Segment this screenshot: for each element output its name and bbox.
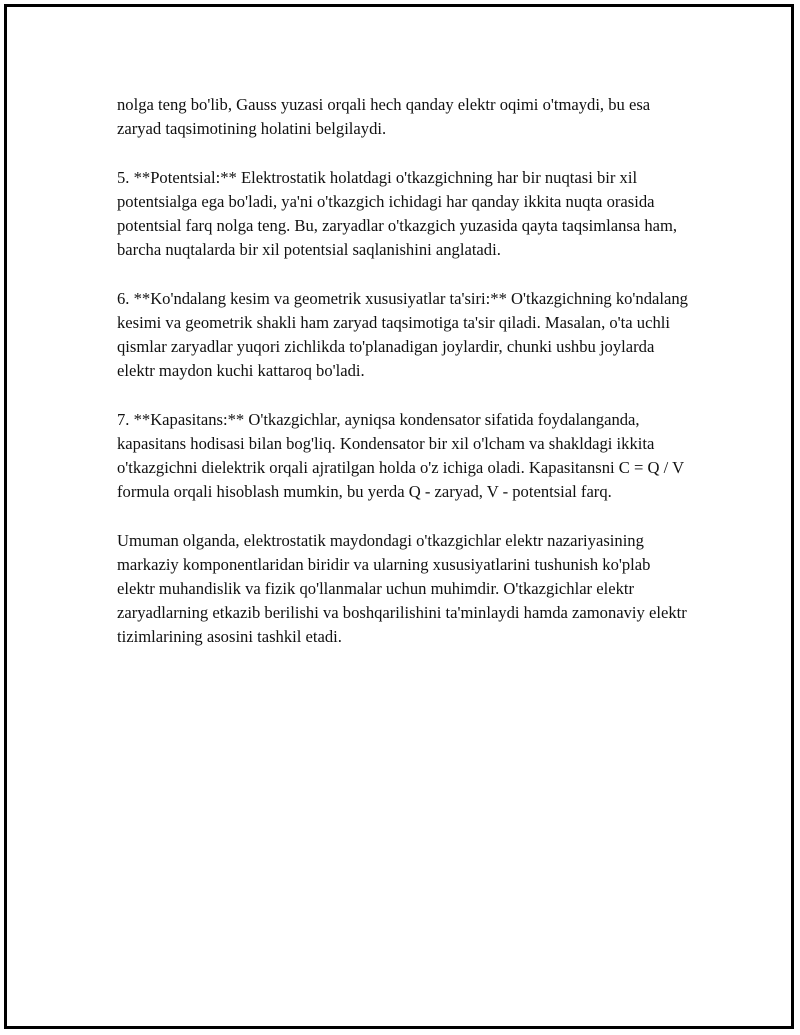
- paragraph-gauss-continuation: nolga teng bo'lib, Gauss yuzasi orqali hech qanday elektr oqimi o'tmaydi, bu esa zaryad taqsimotining holatini belgilaydi.: [117, 95, 651, 139]
- paragraph-potential: 5. **Potentsial:** Elektrostatik holatdagi o'tkazgichning har bir nuqtasi bir xil potentsialga ega bo'ladi, ya'ni o'tkazgich ichidagi har qanday ikkita nuqta orasida potentsial farq nolga teng. Bu, zaryadlar o'tkazgich yuzasida qayta taqsimlansa ham, barcha nuqtalarda bir xil potentsial saqlanishini anglatadi.: [117, 167, 678, 260]
- paragraph-capacitance: 7. **Kapasitans:** O'tkazgichlar, ayniqsa kondensator sifatida foydalanganda, kapasitans hodisasi bilan bog'liq. Kondensator bir xil o'lcham va shakldagi ikkita o'tkazgichni dielektrik orqali ajratilgan holda o'z ichiga oladi. Kapasitansni C = Q / V formula orqali hisoblash mumkin, bu yerda Q - zaryad, V - potentsial farq.: [117, 409, 684, 502]
- paragraph-conclusion: Umuman olganda, elektrostatik maydondagi o'tkazgichlar elektr nazariyasining markaziy komponentlaridan biridir va ularning xususiyatlarini tushunish ko'plab elektr muhandislik va fizik qo'llanmalar uchun muhimdir. O'tkazgichlar elektr zaryadlarning etkazib berilishi va boshqarilishini ta'minlaydi hamda zamonaviy elektr tizimlarining asosini tashkil etadi.: [117, 530, 687, 647]
- document-body: [117, 93, 692, 674]
- paragraph-cross-section: 6. **Ko'ndalang kesim va geometrik xususiyatlar ta'siri:** O'tkazgichning ko'ndalang kesimi va geometrik shakli ham zaryad taqsimotiga ta'sir qiladi. Masalan, o'ta uchli qismlar zaryadlar yuqori zichlikda to'planadigan joylardir, chunki ushbu joylarda elektr maydon kuchi kattaroq bo'ladi.: [117, 288, 688, 381]
